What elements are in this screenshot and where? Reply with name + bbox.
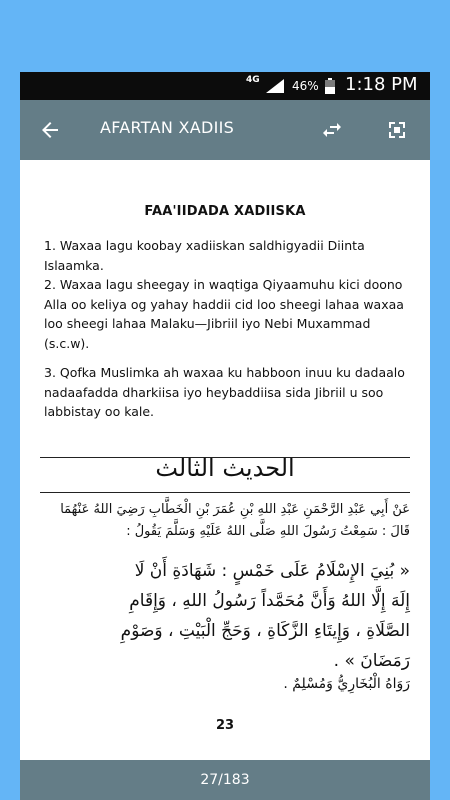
signal-icon [266, 78, 284, 97]
page-indicator: 27/183 [200, 772, 250, 788]
arabic-text-line: « بُنِيَ الإِسْلَامُ عَلَى خَمْسٍ : شَهَادَةِ أَنْ لَا [134, 561, 410, 581]
benefits-list [44, 236, 414, 432]
arabic-isnad-line: قَالَ : سَمِعْتُ رَسُولَ اللهِ صَلَّى اللهُ عَلَيْهِ وَسَلَّمَ يَقُولُ : [126, 524, 410, 539]
arabic-text-line: الصَّلَاةِ ، وَإِيتَاءِ الزَّكَاةِ ، وَحَجِّ الْبَيْتِ ، وَصَوْمِ [120, 621, 410, 641]
hadith-title: الحديث الثالث [155, 454, 295, 482]
battery-icon [325, 78, 335, 98]
list-item: 3. Qofka Muslimka ah waxaa ku habboon inuu ku dadaalo nadaafadda dharkiisa iyo heybaddiisa sida Jibriil u soo labbistay oo kale. [44, 365, 405, 419]
page-number: 23 [215, 718, 235, 733]
status-bar [20, 72, 430, 100]
arabic-hadith-text [38, 556, 410, 676]
page-heading: FAA'IIDADA XADIISKA [144, 204, 306, 219]
back-arrow-icon[interactable] [38, 118, 62, 142]
clock: 1:18 PM [345, 74, 418, 95]
fullscreen-icon[interactable] [385, 118, 409, 142]
arabic-text-line: إِلَهَ إِلَّا اللهُ وَأَنَّ مُحَمَّداً رَسُولُ اللهِ ، وَإِقَامِ [129, 591, 410, 611]
list-item: 1. Waxaa lagu koobay xadiiskan saldhigyadii Diinta Islaamka. [44, 238, 365, 273]
book-page[interactable] [20, 160, 430, 760]
arabic-text-line: رَمَضَانَ » . [333, 651, 410, 671]
app-title: AFARTAN XADIIS [100, 118, 235, 137]
network-indicator: 4G [246, 75, 260, 85]
arabic-isnad-line: عَنْ أَبِي عَبْدِ الرَّحْمَنِ عَبْدِ اللهِ بْنِ عُمَرَ بْنِ الْخَطَّابِ رَضِيَ اللهُ عَنْهُمَا [60, 502, 410, 517]
app-window [20, 72, 430, 800]
arabic-narrators: رَوَاهُ الْبُخَارِيُّ وَمُسْلِمٌ . [283, 676, 410, 692]
battery-percent: 46% [292, 79, 319, 93]
bottom-bar [20, 760, 430, 800]
list-item: 2. Waxaa lagu sheegay in waqtiga Qiyaamuhu kici doono Alla oo keliya og yahay haddii cid loo sheegi lahaa waxaa loo sheegi lahaa Malaku—Jibriil iyo Nebi Muxammad (s.c.w). [44, 277, 404, 351]
swap-icon[interactable] [320, 118, 344, 142]
divider [40, 492, 410, 493]
app-bar [20, 100, 430, 160]
